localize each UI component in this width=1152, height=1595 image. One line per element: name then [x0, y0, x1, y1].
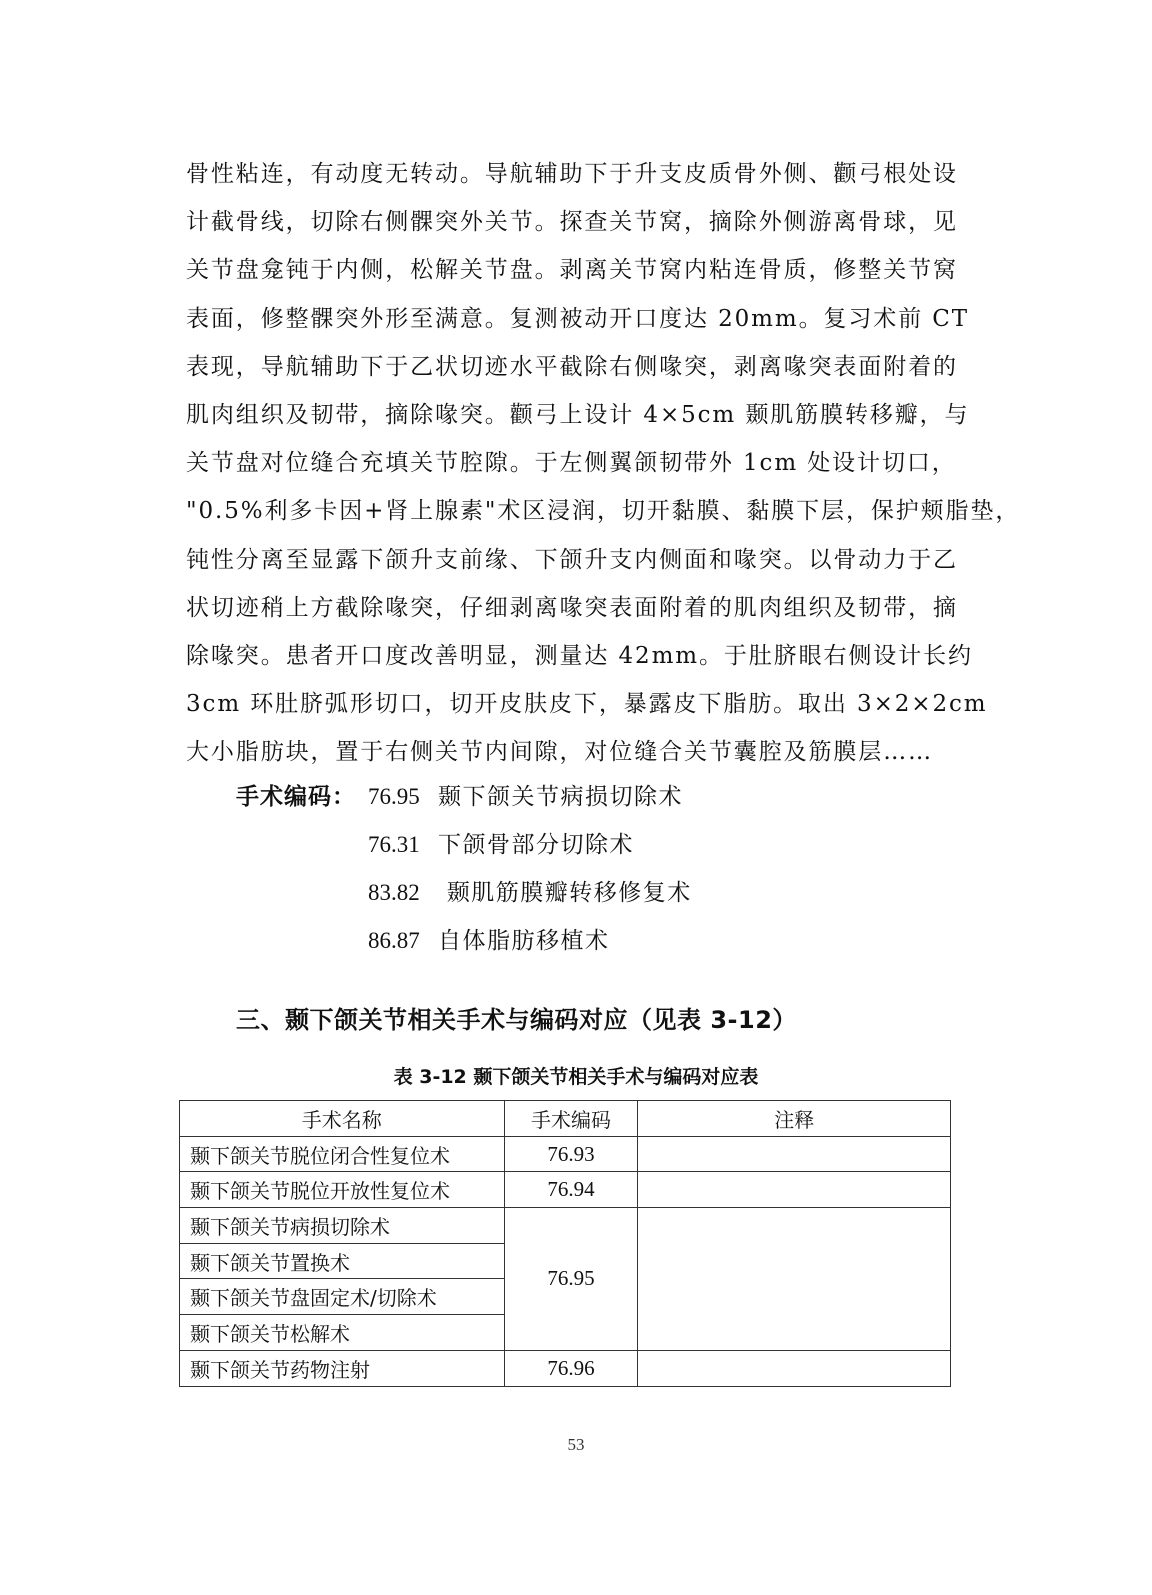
table-row [180, 1136, 951, 1172]
paragraph-line: 表面，修整髁突外形至满意。复测被动开口度达 20mm。复习术前 CT [186, 305, 970, 332]
surgery-name-cell: 颞下颌关节置换术 [180, 1243, 505, 1279]
code-table [179, 1100, 951, 1387]
surgery-code-row [236, 773, 692, 821]
paragraph-line: 钝性分离至显露下颌升支前缘、下颌升支内侧面和喙突。以骨动力于乙 [186, 546, 958, 573]
table-row [180, 1350, 951, 1386]
table-row [180, 1208, 951, 1244]
surgery-code-row [236, 869, 692, 917]
note-cell [638, 1172, 951, 1208]
note-cell [638, 1208, 951, 1351]
surgery-code-label: 手术编码： [236, 783, 356, 810]
paragraph-line: 关节盘龛钝于内侧，松解关节盘。剥离关节窝内粘连骨质，修整关节窝 [186, 257, 958, 284]
surgery-name-cell: 颞下颌关节松解术 [180, 1315, 505, 1351]
surgery-code: 86.87 [368, 928, 420, 953]
note-cell [638, 1350, 951, 1386]
paragraph-line: 大小脂肪块，置于右侧关节内间隙，对位缝合关节囊腔及筋膜层…… [186, 739, 933, 766]
surgery-name: 颞下颌关节病损切除术 [438, 784, 683, 810]
note-cell [638, 1136, 951, 1172]
paragraph-line: 骨性粘连，有动度无转动。导航辅助下于升支皮质骨外侧、颧弓根处设 [186, 161, 958, 187]
surgery-code-cell: 76.95 [504, 1208, 638, 1351]
paragraph-line: 3cm 环肚脐弧形切口，切开皮肤皮下，暴露皮下脂肪。取出 3×2×2cm [186, 691, 988, 718]
surgery-code: 83.82 [368, 880, 420, 905]
column-header-note: 注释 [638, 1101, 951, 1137]
column-header-code: 手术编码 [504, 1101, 638, 1137]
surgery-code-row [236, 917, 692, 965]
page-number: 53 [567, 1435, 585, 1454]
paragraph-line: 除喙突。患者开口度改善明显，测量达 42mm。于肚脐眼右侧设计长约 [186, 642, 973, 669]
surgery-name-cell: 颞下颌关节盘固定术/切除术 [180, 1279, 505, 1315]
paragraph-line: 状切迹稍上方截除喙突，仔细剥离喙突表面附着的肌肉组织及韧带，摘 [186, 594, 958, 621]
column-header-name: 手术名称 [180, 1101, 505, 1137]
paragraph-line: 肌肉组织及韧带，摘除喙突。颧弓上设计 4×5cm 颞肌筋膜转移瓣，与 [186, 401, 970, 428]
paragraph-line: 计截骨线，切除右侧髁突外关节。探查关节窝，摘除外侧游离骨球，见 [186, 209, 958, 236]
surgery-code-cell: 76.93 [504, 1136, 638, 1172]
section-heading: 三、颞下颌关节相关手术与编码对应（见表 3-12） [236, 1006, 797, 1034]
surgery-name-cell: 颞下颌关节药物注射 [180, 1350, 505, 1386]
surgery-code-cell: 76.96 [504, 1350, 638, 1386]
table-header-row [180, 1101, 951, 1137]
table-row [180, 1172, 951, 1208]
surgery-code: 76.95 [368, 784, 420, 809]
surgery-name-cell: 颞下颌关节脱位闭合性复位术 [180, 1136, 505, 1172]
paragraph-line: "0.5%利多卡因+肾上腺素"术区浸润，切开黏膜、黏膜下层，保护颊脂垫， [186, 498, 1021, 525]
surgery-name: 下颌骨部分切除术 [438, 832, 634, 858]
table-caption: 表 3-12 颞下颌关节相关手术与编码对应表 [393, 1066, 759, 1088]
paragraph-line: 关节盘对位缝合充填关节腔隙。于左侧翼颌韧带外 1cm 处设计切口， [186, 450, 957, 477]
surgery-name-cell: 颞下颌关节病损切除术 [180, 1208, 505, 1244]
surgery-code-cell: 76.94 [504, 1172, 638, 1208]
surgery-code-row [236, 821, 692, 869]
surgery-name: 自体脂肪移植术 [438, 928, 610, 954]
surgery-code: 76.31 [368, 832, 420, 857]
paragraph-line: 表现，导航辅助下于乙状切迹水平截除右侧喙突，剥离喙突表面附着的 [186, 353, 958, 380]
surgery-code-list [236, 773, 692, 965]
surgery-name: 颞肌筋膜瓣转移修复术 [438, 880, 692, 906]
body-paragraph [186, 150, 1021, 776]
surgery-name-cell: 颞下颌关节脱位开放性复位术 [180, 1172, 505, 1208]
